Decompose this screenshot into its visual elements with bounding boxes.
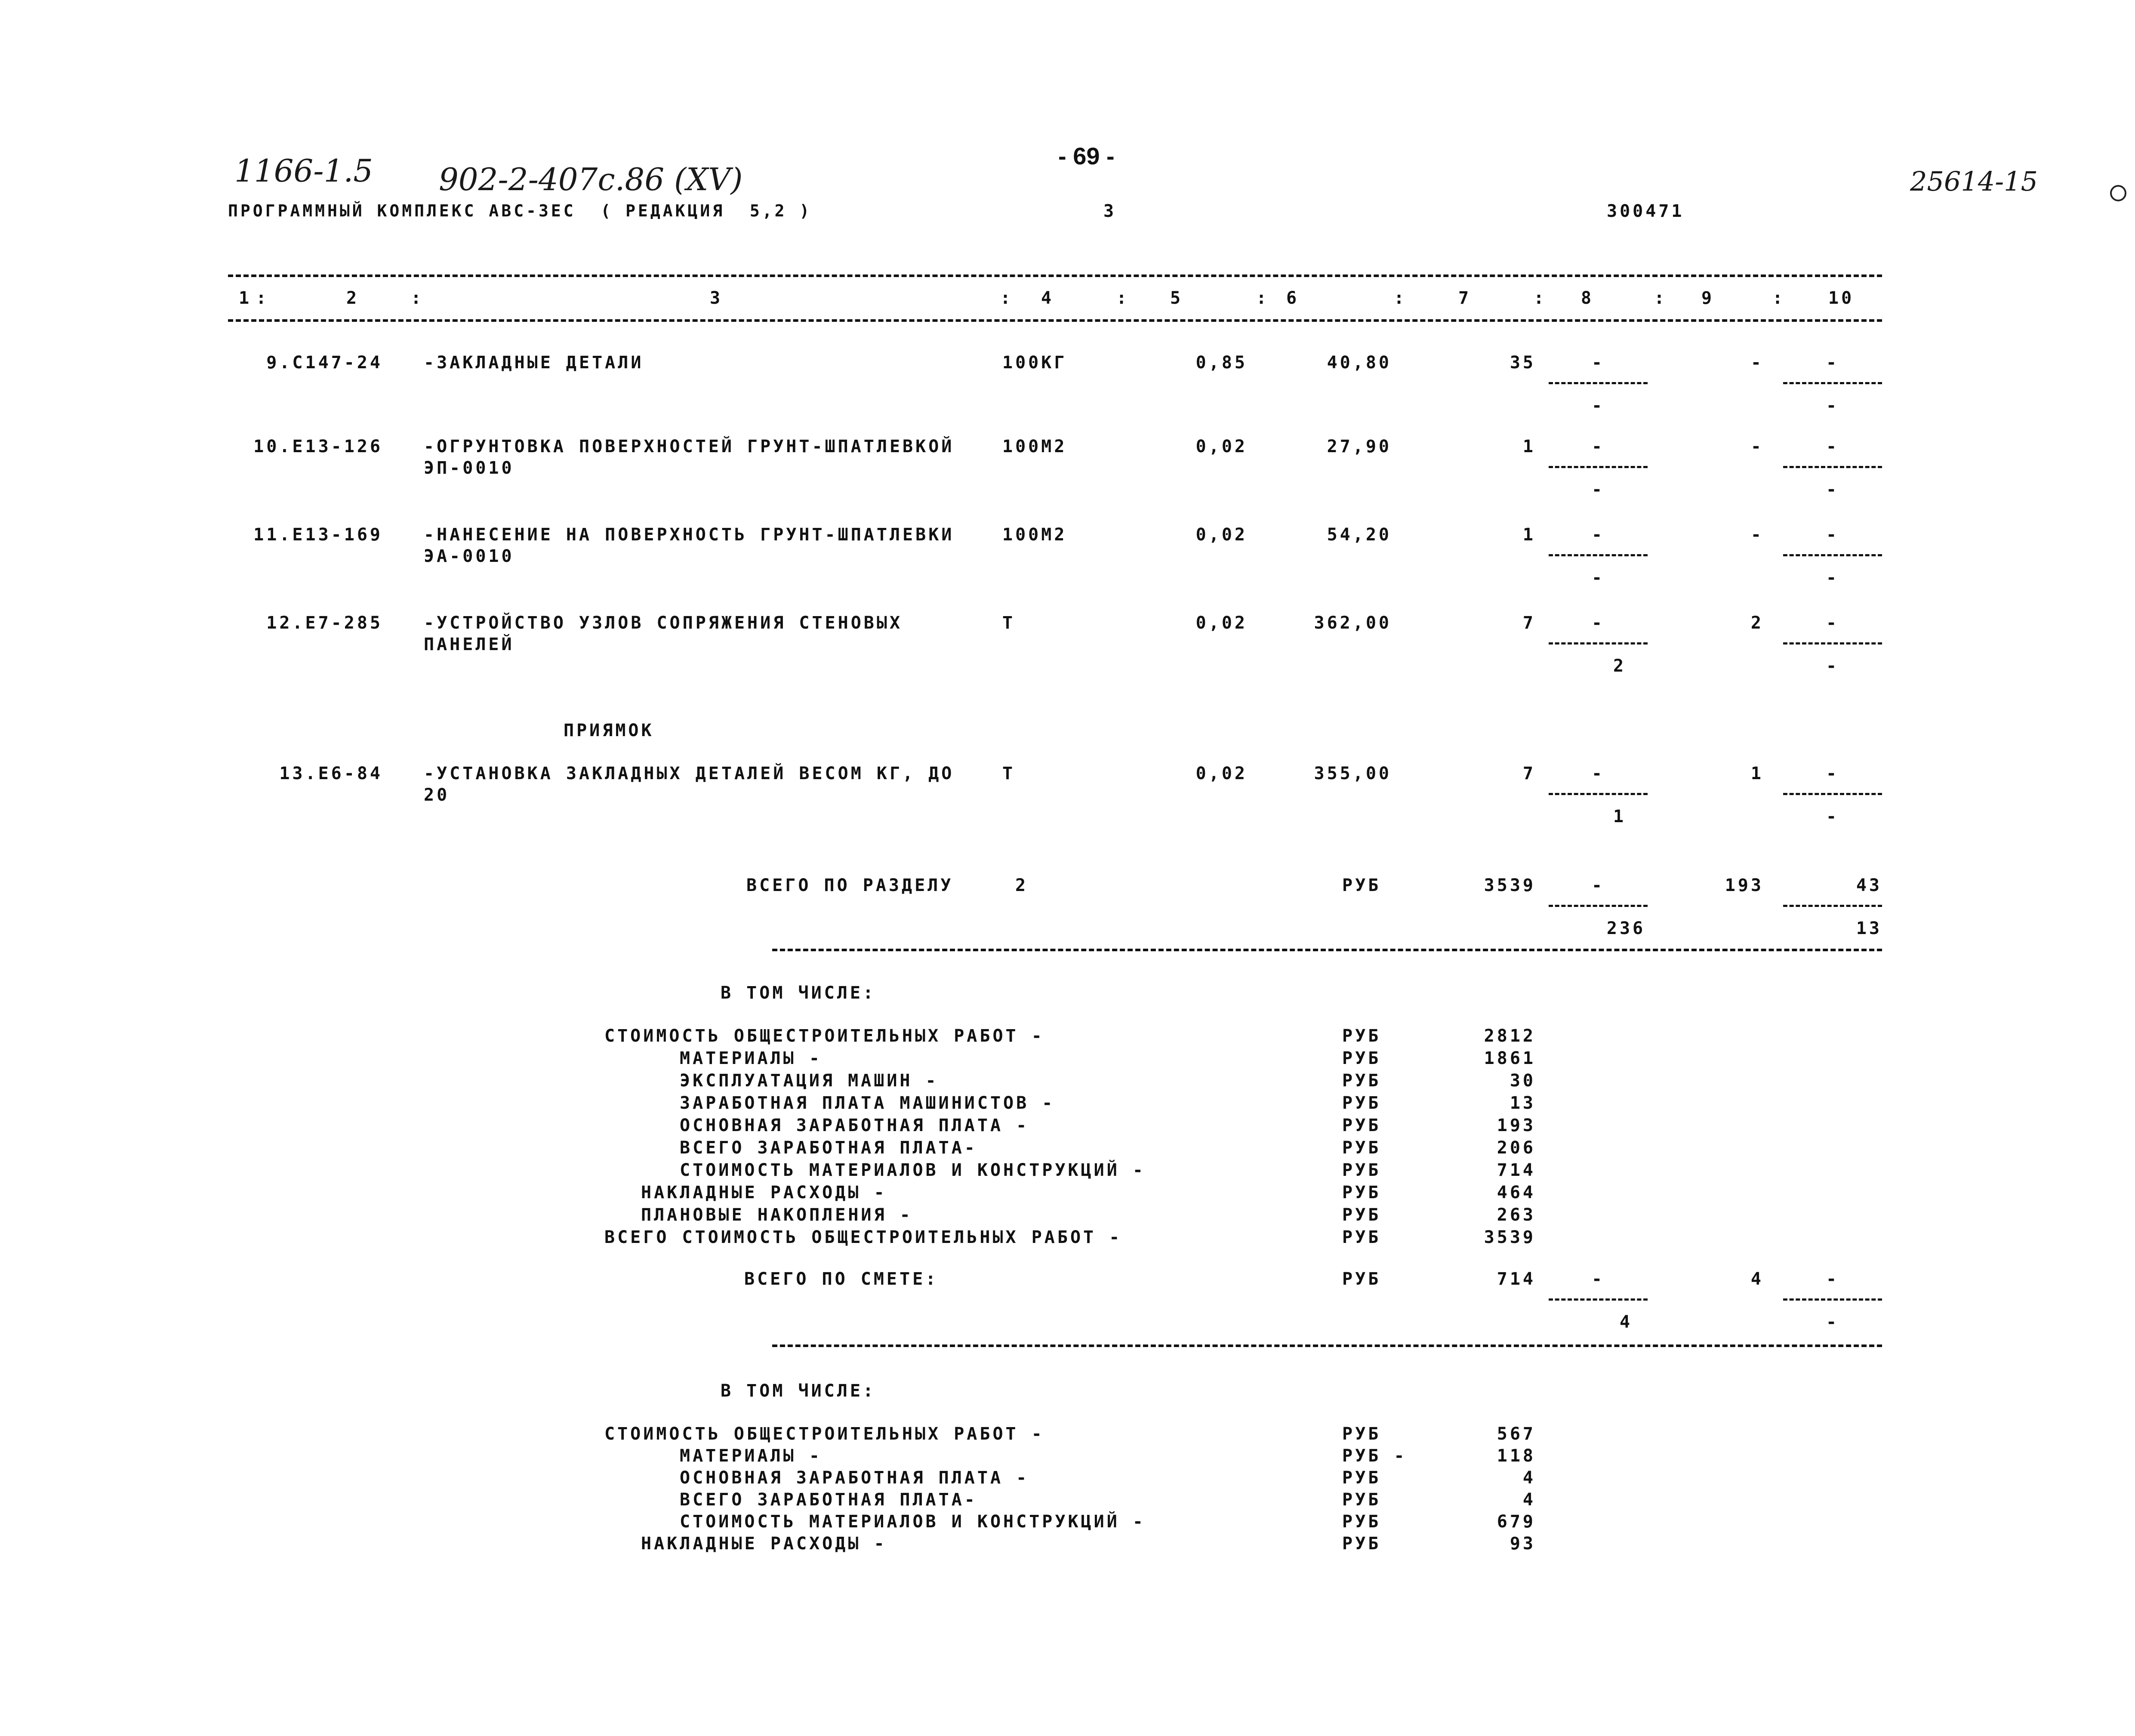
row-col10-bottom: - xyxy=(1826,480,1839,500)
breakdown-item-value: 193 xyxy=(1497,1116,1536,1135)
row-total: 7 xyxy=(1522,613,1536,633)
row-description-line: -УСТРОЙСТВО УЗЛОВ СОПРЯЖЕНИЯ СТЕНОВЫХ xyxy=(424,613,903,633)
breakdown-item-value: 206 xyxy=(1497,1138,1536,1158)
breakdown-item-unit: РУБ xyxy=(1342,1468,1381,1488)
row-col8-divider xyxy=(1549,382,1648,384)
breakdown-item-label: ВСЕГО ЗАРАБОТНАЯ ПЛАТА- xyxy=(680,1490,977,1510)
row-col8-bottom: - xyxy=(1591,568,1605,588)
breakdown-item-value: 30 xyxy=(1510,1071,1536,1091)
section-total-col9: 193 xyxy=(1725,876,1764,895)
column-number-1: 1 xyxy=(239,288,252,308)
breakdown-item-label: ОСНОВНАЯ ЗАРАБОТНАЯ ПЛАТА - xyxy=(680,1116,1029,1135)
column-number-10: 10 xyxy=(1828,288,1855,308)
row-col8-top: - xyxy=(1591,764,1605,783)
breakdown-item-unit: РУБ xyxy=(1342,1071,1381,1091)
row-code: 13.Е6-84 xyxy=(279,764,383,783)
column-number-2: 2 xyxy=(346,288,360,308)
row-description-line: -ОГРУНТОВКА ПОВЕРХНОСТЕЙ ГРУНТ-ШПАТЛЕВКОЙ xyxy=(424,437,955,456)
section-label: ПРИЯМОК xyxy=(564,721,654,740)
estimate-total-col10-divider xyxy=(1783,1298,1882,1301)
breakdown-item-unit: РУБ xyxy=(1342,1512,1381,1532)
breakdown-item-unit: РУБ xyxy=(1342,1183,1381,1203)
section-total-label: ВСЕГО ПО РАЗДЕЛУ xyxy=(746,876,954,895)
row-col10-divider xyxy=(1783,642,1882,644)
row-col10-divider xyxy=(1783,466,1882,468)
estimate-total-col10-top: - xyxy=(1826,1269,1839,1289)
row-col8-divider xyxy=(1549,793,1648,795)
estimate-total-unit: РУБ xyxy=(1342,1269,1381,1289)
section-total-col10-divider xyxy=(1783,905,1882,907)
breakdown-item-unit: РУБ xyxy=(1342,1138,1381,1158)
breakdown-item-label: СТОИМОСТЬ ОБЩЕСТРОИТЕЛЬНЫХ РАБОТ - xyxy=(604,1424,1044,1444)
document-code: 300471 xyxy=(1607,201,1685,221)
row-description-line: -ЗАКЛАДНЫЕ ДЕТАЛИ xyxy=(424,353,644,373)
row-description-line: -НАНЕСЕНИЕ НА ПОВЕРХНОСТЬ ГРУНТ-ШПАТЛЕВКИ xyxy=(424,525,955,545)
handwritten-project-code: 902-2-407с.86 (XV) xyxy=(439,161,743,197)
breakdown-item-unit: РУБ xyxy=(1342,1205,1381,1225)
row-col10-top: - xyxy=(1826,353,1839,373)
row-unit-price: 27,90 xyxy=(1327,437,1392,456)
estimate-total-col8-bottom: 4 xyxy=(1619,1312,1633,1332)
column-number-5: 5 xyxy=(1170,288,1183,308)
row-code: 9.С147-24 xyxy=(266,353,383,373)
breakdown-item-unit: РУБ xyxy=(1342,1227,1381,1247)
row-col8-divider xyxy=(1549,642,1648,644)
estimate-total-label: ВСЕГО ПО СМЕТЕ: xyxy=(744,1269,939,1289)
row-col8-top: - xyxy=(1591,353,1605,373)
section-total-number: 2 xyxy=(1015,876,1029,895)
row-description-line: 20 xyxy=(424,785,450,805)
estimate-total-rule xyxy=(772,1344,1882,1347)
column-separator: : xyxy=(256,288,269,308)
table-header-rule xyxy=(228,319,1882,322)
row-col10-top: - xyxy=(1826,613,1839,633)
breakdown-item-value: 464 xyxy=(1497,1183,1536,1203)
row-quantity: 0,02 xyxy=(1195,613,1248,633)
breakdown-item-unit: РУБ xyxy=(1342,1116,1381,1135)
column-number-9: 9 xyxy=(1701,288,1715,308)
section-total-col8-bottom: 236 xyxy=(1606,919,1646,938)
row-col8-divider xyxy=(1549,554,1648,556)
row-unit: 100М2 xyxy=(1002,437,1067,456)
breakdown-item-value: 4 xyxy=(1522,1490,1536,1510)
breakdown-item-label: ВСЕГО ЗАРАБОТНАЯ ПЛАТА- xyxy=(680,1138,977,1158)
breakdown-item-unit: РУБ xyxy=(1342,1534,1381,1554)
breakdown-item-value: 118 xyxy=(1497,1446,1536,1466)
row-col8-top: - xyxy=(1591,525,1605,545)
estimate-total-col8-top: - xyxy=(1591,1269,1605,1289)
row-code: 10.Е13-126 xyxy=(253,437,383,456)
row-description-line: ЭА-0010 xyxy=(424,546,514,566)
table-top-rule xyxy=(228,274,1882,277)
breakdown-item-label: СТОИМОСТЬ ОБЩЕСТРОИТЕЛЬНЫХ РАБОТ - xyxy=(604,1026,1044,1046)
breakdown-item-label: НАКЛАДНЫЕ РАСХОДЫ - xyxy=(641,1183,887,1203)
breakdown-item-value: 714 xyxy=(1497,1160,1536,1180)
row-col9: - xyxy=(1750,525,1764,545)
row-col8-bottom: - xyxy=(1591,480,1605,500)
row-col10-bottom: - xyxy=(1826,396,1839,416)
row-col10-bottom: - xyxy=(1826,568,1839,588)
column-separator: : xyxy=(1654,288,1667,308)
row-col8-bottom: 2 xyxy=(1613,656,1627,676)
breakdown-item-label: СТОИМОСТЬ МАТЕРИАЛОВ И КОНСТРУКЦИЙ - xyxy=(680,1512,1146,1532)
row-unit-price: 54,20 xyxy=(1327,525,1392,545)
breakdown-item-value: 93 xyxy=(1510,1534,1536,1554)
column-separator: : xyxy=(1256,288,1269,308)
handwritten-archive-number: 25614-15 xyxy=(1910,166,2038,197)
breakdown-title-1: В ТОМ ЧИСЛЕ: xyxy=(721,983,876,1003)
breakdown-item-value: 263 xyxy=(1497,1205,1536,1225)
row-total: 7 xyxy=(1522,764,1536,783)
row-col10-divider xyxy=(1783,554,1882,556)
binder-hole xyxy=(2110,185,2126,201)
row-quantity: 0,02 xyxy=(1195,437,1248,456)
breakdown-item-value: 567 xyxy=(1497,1424,1536,1444)
row-col8-top: - xyxy=(1591,613,1605,633)
row-code: 11.Е13-169 xyxy=(253,525,383,545)
breakdown-item-unit: РУБ xyxy=(1342,1093,1381,1113)
estimate-total-sum: 714 xyxy=(1497,1269,1536,1289)
program-title: ПРОГРАММНЫЙ КОМПЛЕКС АВС-3ЕС ( РЕДАКЦИЯ 5,2 ) xyxy=(228,201,812,220)
row-col8-divider xyxy=(1549,466,1648,468)
section-total-sum: 3539 xyxy=(1484,876,1536,895)
row-unit: 100КГ xyxy=(1002,353,1067,373)
row-unit: 100М2 xyxy=(1002,525,1067,545)
row-col10-top: - xyxy=(1826,764,1839,783)
breakdown-item-label: ЭКСПЛУАТАЦИЯ МАШИН - xyxy=(680,1071,939,1091)
breakdown-item-unit: РУБ - xyxy=(1342,1446,1407,1466)
row-col10-bottom: - xyxy=(1826,807,1839,826)
column-separator: : xyxy=(1534,288,1547,308)
column-separator: : xyxy=(1394,288,1407,308)
breakdown-item-value: 679 xyxy=(1497,1512,1536,1532)
row-col9: - xyxy=(1750,437,1764,456)
row-col10-divider xyxy=(1783,382,1882,384)
section-total-col8-top: - xyxy=(1591,876,1605,895)
column-separator: : xyxy=(411,288,424,308)
breakdown-item-value: 2812 xyxy=(1484,1026,1536,1046)
breakdown-item-label: СТОИМОСТЬ МАТЕРИАЛОВ И КОНСТРУКЦИЙ - xyxy=(680,1160,1146,1180)
row-description-line: ЭП-0010 xyxy=(424,458,514,478)
breakdown-item-value: 1861 xyxy=(1484,1048,1536,1068)
row-col8-bottom: 1 xyxy=(1613,807,1627,826)
row-quantity: 0,85 xyxy=(1195,353,1248,373)
column-number-7: 7 xyxy=(1458,288,1472,308)
breakdown-item-value: 13 xyxy=(1510,1093,1536,1113)
sheet-number: 3 xyxy=(1103,201,1117,221)
section-total-col8-divider xyxy=(1549,905,1648,907)
column-separator: : xyxy=(1116,288,1130,308)
column-number-6: 6 xyxy=(1286,288,1300,308)
page-number: - 69 - xyxy=(1058,142,1115,170)
row-quantity: 0,02 xyxy=(1195,764,1248,783)
row-col9: 2 xyxy=(1750,613,1764,633)
handwritten-sheet-ref: 1166-1.5 xyxy=(234,153,373,189)
section-total-col10-bottom: 13 xyxy=(1856,919,1882,938)
section-total-unit: РУБ xyxy=(1342,876,1381,895)
breakdown-item-label: ВСЕГО СТОИМОСТЬ ОБЩЕСТРОИТЕЛЬНЫХ РАБОТ - xyxy=(604,1227,1122,1247)
column-number-8: 8 xyxy=(1581,288,1594,308)
estimate-total-col8-divider xyxy=(1549,1298,1648,1301)
breakdown-item-label: ПЛАНОВЫЕ НАКОПЛЕНИЯ - xyxy=(641,1205,913,1225)
column-number-3: 3 xyxy=(710,288,723,308)
row-unit-price: 40,80 xyxy=(1327,353,1392,373)
row-unit: Т xyxy=(1002,764,1016,783)
estimate-total-col10-bottom: - xyxy=(1826,1312,1839,1332)
breakdown-item-value: 3539 xyxy=(1484,1227,1536,1247)
row-quantity: 0,02 xyxy=(1195,525,1248,545)
row-total: 1 xyxy=(1522,525,1536,545)
column-separator: : xyxy=(1772,288,1786,308)
row-col10-divider xyxy=(1783,793,1882,795)
breakdown-item-unit: РУБ xyxy=(1342,1424,1381,1444)
row-col9: 1 xyxy=(1750,764,1764,783)
breakdown-item-label: ОСНОВНАЯ ЗАРАБОТНАЯ ПЛАТА - xyxy=(680,1468,1029,1488)
row-col8-top: - xyxy=(1591,437,1605,456)
row-total: 1 xyxy=(1522,437,1536,456)
breakdown-title-2: В ТОМ ЧИСЛЕ: xyxy=(721,1381,876,1401)
row-col10-bottom: - xyxy=(1826,656,1839,676)
breakdown-item-unit: РУБ xyxy=(1342,1160,1381,1180)
section-total-col10-top: 43 xyxy=(1856,876,1882,895)
row-col9: - xyxy=(1750,353,1764,373)
breakdown-item-value: 4 xyxy=(1522,1468,1536,1488)
estimate-total-col9: 4 xyxy=(1750,1269,1764,1289)
column-separator: : xyxy=(1000,288,1014,308)
row-description-line: -УСТАНОВКА ЗАКЛАДНЫХ ДЕТАЛЕЙ ВЕСОМ КГ, ДО xyxy=(424,764,955,783)
breakdown-item-unit: РУБ xyxy=(1342,1026,1381,1046)
breakdown-item-unit: РУБ xyxy=(1342,1048,1381,1068)
row-col10-top: - xyxy=(1826,437,1839,456)
breakdown-item-label: НАКЛАДНЫЕ РАСХОДЫ - xyxy=(641,1534,887,1554)
row-unit-price: 355,00 xyxy=(1314,764,1392,783)
row-unit-price: 362,00 xyxy=(1314,613,1392,633)
section-total-rule xyxy=(772,949,1882,951)
breakdown-item-label: ЗАРАБОТНАЯ ПЛАТА МАШИНИСТОВ - xyxy=(680,1093,1055,1113)
breakdown-item-unit: РУБ xyxy=(1342,1490,1381,1510)
breakdown-item-label: МАТЕРИАЛЫ - xyxy=(680,1048,822,1068)
row-col8-bottom: - xyxy=(1591,396,1605,416)
row-unit: Т xyxy=(1002,613,1016,633)
row-col10-top: - xyxy=(1826,525,1839,545)
row-code: 12.Е7-285 xyxy=(266,613,383,633)
row-description-line: ПАНЕЛЕЙ xyxy=(424,635,514,654)
row-total: 35 xyxy=(1510,353,1536,373)
breakdown-item-label: МАТЕРИАЛЫ - xyxy=(680,1446,822,1466)
column-number-4: 4 xyxy=(1041,288,1054,308)
